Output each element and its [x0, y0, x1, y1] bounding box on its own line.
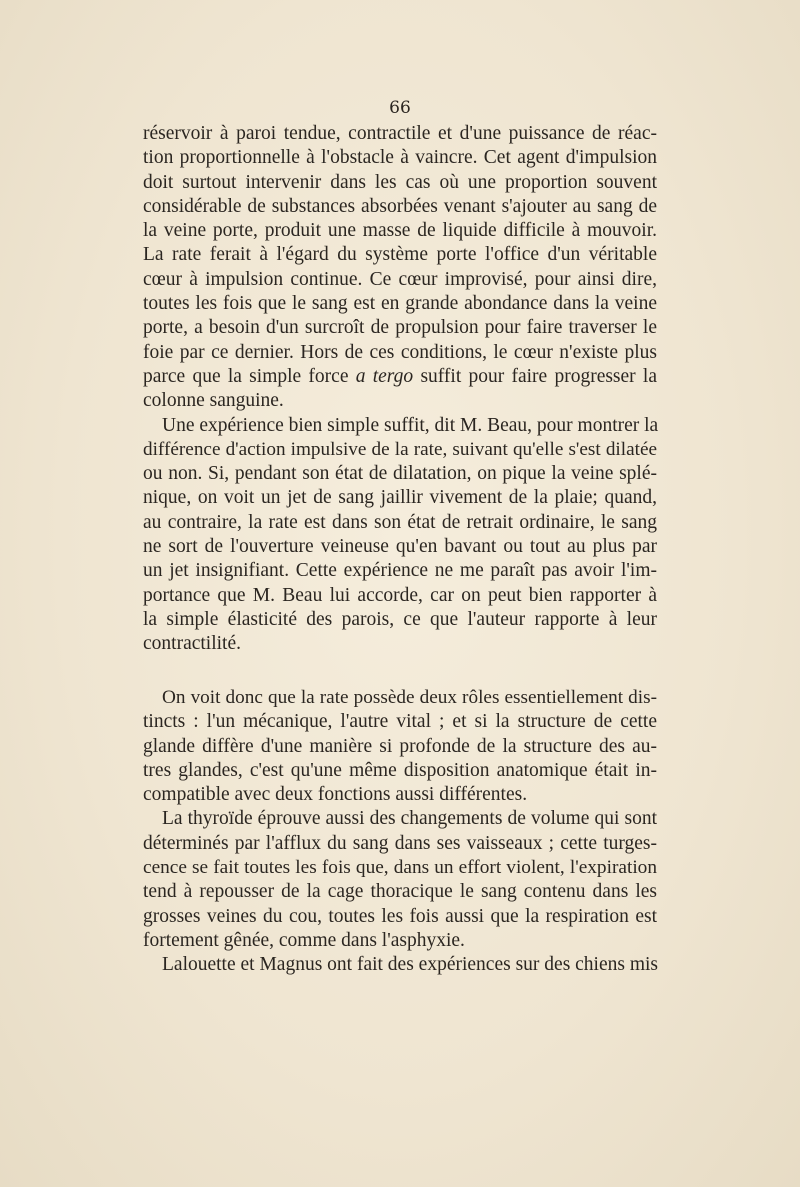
text-line: déterminés par l'afflux du sang dans ses vaisseaux ; cette turges- [143, 832, 657, 854]
text-line: tion proportionnelle à l'obstacle à vaincre. Cet agent d'impulsion [143, 147, 657, 169]
text-line: tincts : l'un mécanique, l'autre vital ; et si la structure de cette [143, 711, 657, 733]
text-line: doit surtout intervenir dans les cas où une proportion souvent [143, 171, 657, 193]
text-block-top [143, 122, 657, 657]
page-number: 66 [389, 98, 411, 118]
text-line: tend à repousser de la cage thoracique le sang contenu dans les [143, 881, 657, 903]
text-line: La thyroïde éprouve aussi des changements de volume qui sont [162, 808, 657, 830]
text-line: au contraire, la rate est dans son état de retrait ordinaire, le sang [143, 511, 657, 533]
text-line: un jet insignifiant. Cette expérience ne me paraît pas avoir l'im- [143, 560, 657, 582]
text-line: compatible avec deux fonctions aussi différentes. [143, 784, 528, 806]
text-line: La rate ferait à l'égard du système porte l'office d'un véritable [143, 244, 657, 266]
text-line: réservoir à paroi tendue, contractile et d'une puissance de réac- [143, 123, 657, 144]
text-line: cœur à impulsion continue. Ce cœur improvisé, pour ainsi dire, [143, 268, 657, 290]
text-line: grosses veines du cou, toutes les fois aussi que la respiration est [143, 905, 657, 927]
text-line: toutes les fois que le sang est en grande abondance dans la veine [143, 293, 657, 315]
text-line: différence d'action impulsive de la rate, suivant qu'elle s'est dilatée [143, 438, 657, 460]
text-line: contractilité. [143, 633, 241, 655]
text-line: ne sort de l'ouverture veineuse qu'en bavant ou tout au plus par [143, 536, 657, 558]
text-line: considérable de substances absorbées venant s'ajouter au sang de [143, 195, 657, 217]
text-line: tres glandes, c'est qu'une même disposition anatomique était in- [143, 759, 657, 781]
text-line: fortement gênée, comme dans l'asphyxie. [143, 929, 465, 951]
text-line-italic: parce que la simple force a tergo suffit pour faire progresser la [143, 365, 657, 387]
text-line: nique, on voit un jet de sang jaillir vivement de la plaie; quand, [143, 487, 657, 509]
text-line: la veine porte, produit une masse de liquide difficile à mouvoir. [143, 220, 657, 242]
text-line: glande diffère d'une manière si profonde de la structure des au- [143, 735, 657, 757]
text-block-bottom [143, 686, 657, 978]
text-line: ou non. Si, pendant son état de dilatation, on pique la veine splé- [143, 463, 657, 485]
text-line: foie par ce dernier. Hors de ces conditions, le cœur n'existe plus [143, 341, 657, 363]
text-line: la simple élasticité des parois, ce que l'auteur rapporte à leur [143, 608, 657, 630]
text-line: colonne sanguine. [143, 390, 284, 412]
text-line: Une expérience bien simple suffit, dit M. Beau, pour montrer la [162, 414, 659, 436]
text-line: Lalouette et Magnus ont fait des expériences sur des chiens mis [162, 954, 659, 976]
italic-phrase: a tergo [355, 365, 414, 387]
text-line: cence se fait toutes les fois que, dans un effort violent, l'expiration [143, 857, 657, 879]
text-line: On voit donc que la rate possède deux rôles essentiellement dis- [162, 687, 657, 708]
text-line: porte, a besoin d'un surcroît de propulsion pour faire traverser le [143, 317, 657, 339]
text-line: portance que M. Beau lui accorde, car on peut bien rapporter à [143, 584, 657, 606]
